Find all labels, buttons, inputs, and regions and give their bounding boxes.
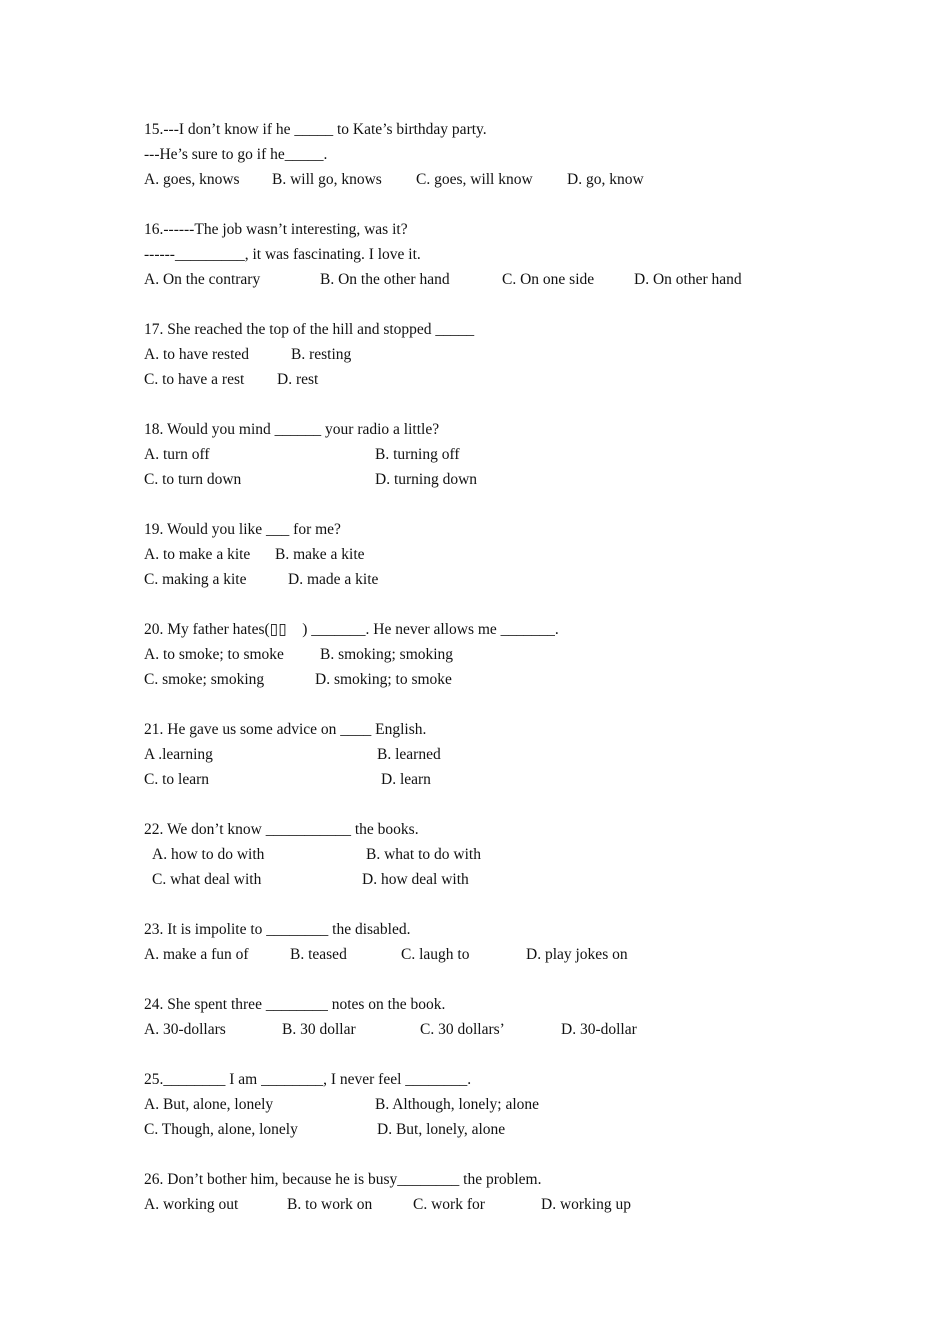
answer-option: D. how deal with — [362, 871, 469, 888]
answer-option: B. On the other hand — [320, 271, 450, 288]
question-26 — [144, 1167, 904, 1217]
question-21 — [144, 717, 904, 792]
answer-option: B. learned — [377, 746, 441, 763]
options-row — [144, 667, 904, 692]
answer-option: C. Though, alone, lonely — [144, 1121, 298, 1138]
answer-option: B. make a kite — [275, 546, 365, 563]
question-text: 16.------The job wasn’t interesting, was it? — [144, 221, 408, 238]
answer-option: B. 30 dollar — [282, 1021, 356, 1038]
options-row — [144, 1092, 904, 1117]
worksheet — [144, 117, 904, 1242]
question-20 — [144, 617, 904, 692]
answer-option: A. 30-dollars — [144, 1021, 226, 1038]
options-row — [144, 567, 904, 592]
answer-option: C. smoke; smoking — [144, 671, 265, 688]
answer-option: B. turning off — [375, 446, 460, 463]
answer-option: D. But, lonely, alone — [377, 1121, 506, 1138]
answer-option: C. On one side — [502, 271, 595, 288]
options-row — [144, 1117, 904, 1142]
answer-option: D. turning down — [375, 471, 478, 488]
options-row — [144, 367, 904, 392]
question-text: 25.________ I am ________, I never feel ________. — [144, 1071, 472, 1088]
question-text: 24. She spent three ________ notes on the book. — [144, 996, 446, 1013]
answer-option: D. play jokes on — [526, 946, 628, 963]
question-text: 22. We don’t know ___________ the books. — [144, 821, 419, 838]
answer-option: B. what to do with — [366, 846, 481, 863]
options-row — [144, 167, 904, 192]
answer-option: C. to have a rest — [144, 371, 245, 388]
answer-option: C. to turn down — [144, 471, 242, 488]
options-row — [144, 842, 904, 867]
answer-option: D. go, know — [567, 171, 644, 188]
question-text: ------_________, it was fascinating. I love it. — [144, 246, 421, 263]
answer-option: C. making a kite — [144, 571, 247, 588]
question-text: ---He’s sure to go if he_____. — [144, 146, 328, 163]
question-17 — [144, 317, 904, 392]
question-16 — [144, 217, 904, 292]
question-15 — [144, 117, 904, 192]
answer-option: C. what deal with — [152, 871, 262, 888]
options-row — [144, 442, 904, 467]
answer-option: C. 30 dollars’ — [420, 1021, 505, 1038]
answer-option: B. smoking; smoking — [320, 646, 454, 663]
options-row — [144, 942, 904, 967]
answer-option: A .learning — [144, 746, 213, 763]
answer-option: A. to smoke; to smoke — [144, 646, 284, 663]
options-row — [144, 467, 904, 492]
options-row — [144, 767, 904, 792]
answer-option: A. On the contrary — [144, 271, 261, 288]
question-24 — [144, 992, 904, 1042]
options-row — [144, 267, 904, 292]
answer-option: A. how to do with — [152, 846, 265, 863]
question-text: 23. It is impolite to ________ the disabled. — [144, 921, 411, 938]
answer-option: A. to have rested — [144, 346, 250, 363]
answer-option: A. goes, knows — [144, 171, 240, 188]
question-19 — [144, 517, 904, 592]
answer-option: D. 30-dollar — [561, 1021, 637, 1038]
options-row — [144, 542, 904, 567]
question-23 — [144, 917, 904, 967]
options-row — [144, 342, 904, 367]
answer-option: D. On other hand — [634, 271, 742, 288]
question-25 — [144, 1067, 904, 1142]
options-row — [144, 742, 904, 767]
answer-option: C. work for — [413, 1196, 485, 1213]
answer-option: B. teased — [290, 946, 347, 963]
answer-option: A. to make a kite — [144, 546, 251, 563]
question-text: 20. My father hates(▯▯ ) _______. He never allows me _______. — [144, 621, 559, 638]
answer-option: C. laugh to — [401, 946, 470, 963]
answer-option: A. working out — [144, 1196, 239, 1213]
answer-option: A. turn off — [144, 446, 210, 463]
answer-option: B. to work on — [287, 1196, 373, 1213]
question-text: 18. Would you mind ______ your radio a little? — [144, 421, 440, 438]
question-text: 26. Don’t bother him, because he is busy________ the problem. — [144, 1171, 542, 1188]
answer-option: A. make a fun of — [144, 946, 249, 963]
question-18 — [144, 417, 904, 492]
answer-option: D. working up — [541, 1196, 631, 1213]
question-text: 17. She reached the top of the hill and stopped _____ — [144, 321, 475, 338]
answer-option: D. learn — [381, 771, 431, 788]
answer-option: A. But, alone, lonely — [144, 1096, 274, 1113]
options-row — [144, 1192, 904, 1217]
question-text: 19. Would you like ___ for me? — [144, 521, 341, 538]
options-row — [144, 867, 904, 892]
answer-option: C. goes, will know — [416, 171, 533, 188]
answer-option: C. to learn — [144, 771, 209, 788]
answer-option: D. smoking; to smoke — [315, 671, 452, 688]
question-text: 15.---I don’t know if he _____ to Kate’s birthday party. — [144, 121, 487, 138]
answer-option: D. made a kite — [288, 571, 379, 588]
answer-option: B. resting — [291, 346, 352, 363]
options-row — [144, 642, 904, 667]
question-text: 21. He gave us some advice on ____ English. — [144, 721, 427, 738]
question-22 — [144, 817, 904, 892]
answer-option: D. rest — [277, 371, 319, 388]
options-row — [144, 1017, 904, 1042]
answer-option: B. Although, lonely; alone — [375, 1096, 540, 1113]
answer-option: B. will go, knows — [272, 171, 382, 188]
